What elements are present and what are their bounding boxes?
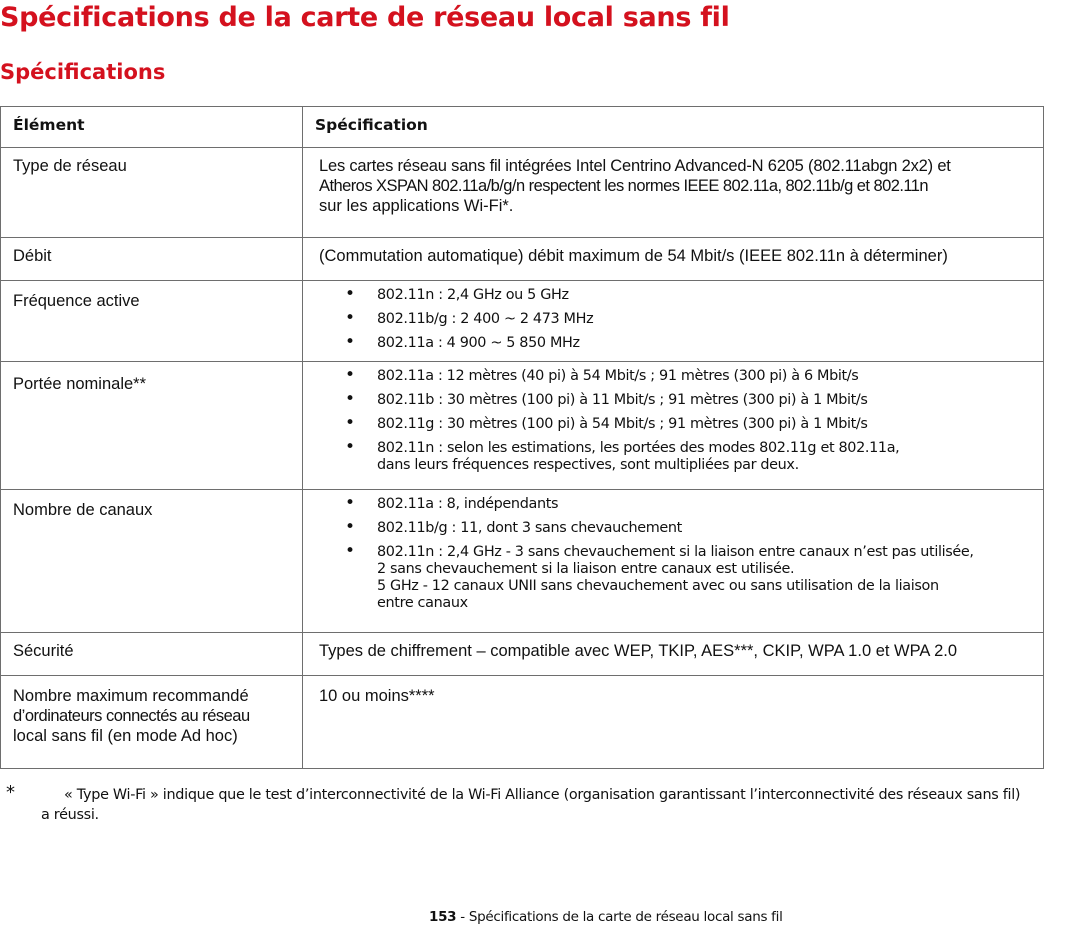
bullet-icon: • <box>345 413 355 433</box>
list-item: • 802.11a : 12 mètres (40 pi) à 54 Mbit/s ; 91 mètres (300 pi) à 6 Mbit/s <box>345 365 859 385</box>
footnote-marker: * <box>6 782 15 803</box>
list-item: • 802.11n : selon les estimations, les portées des modes 802.11g et 802.11a, dans leurs fréquences respectives, sont multipliées par deux. <box>345 437 900 473</box>
spec-line: Les cartes réseau sans fil intégrées Intel Centrino Advanced-N 6205 (802.11abgn 2x2) et <box>319 157 951 175</box>
bullet-icon: • <box>345 493 355 513</box>
bullet-icon: • <box>345 332 355 352</box>
row-spec: Types de chiffrement – compatible avec WEP, TKIP, AES***, CKIP, WPA 1.0 et WPA 2.0 <box>303 633 1044 676</box>
header-specification: Spécification <box>303 107 1044 148</box>
table-row <box>1 676 1044 769</box>
row-element: Portée nominale** <box>1 362 303 490</box>
row-spec <box>303 362 1044 490</box>
bullet-icon: • <box>345 517 355 537</box>
bullet-icon: • <box>345 308 355 328</box>
page-footer <box>429 909 783 925</box>
page-title: Spécifications de la carte de réseau local sans fil <box>0 2 730 33</box>
row-spec <box>303 281 1044 362</box>
bullet-list <box>315 365 1035 474</box>
list-item: • 802.11n : 2,4 GHz - 3 sans chevauchement si la liaison entre canaux n’est pas utilisée, 2 sans chevauchement si la liaison entre canaux est utilisée. 5 GHz - 12 canaux UNII sans chevauchement avec ou sans utilisation de la liaison entre canaux <box>345 541 974 611</box>
row-element: Sécurité <box>1 633 303 676</box>
row-spec: 10 ou moins**** <box>303 676 1044 769</box>
table-row <box>1 281 1044 362</box>
bullet-icon: • <box>345 541 355 561</box>
row-element: Fréquence active <box>1 281 303 362</box>
bullet-list <box>315 284 1035 352</box>
spec-line: sur les applications Wi-Fi*. <box>319 197 514 215</box>
list-item: • 802.11b/g : 2 400 ~ 2 473 MHz <box>345 308 594 328</box>
bullet-icon: • <box>345 284 355 304</box>
list-item: • 802.11g : 30 mètres (100 pi) à 54 Mbit/s ; 91 mètres (300 pi) à 1 Mbit/s <box>345 413 868 433</box>
row-element: Type de réseau <box>1 148 303 238</box>
bullet-icon: • <box>345 365 355 385</box>
header-element: Élément <box>1 107 303 148</box>
row-element: Nombre maximum recommandé d’ordinateurs connectés au réseau local sans fil (en mode Ad hoc) <box>1 676 303 769</box>
row-spec <box>303 490 1044 633</box>
table-row <box>1 633 1044 676</box>
list-item: • 802.11a : 8, indépendants <box>345 493 559 513</box>
footnote <box>6 782 1082 825</box>
list-item: • 802.11b/g : 11, dont 3 sans chevauchement <box>345 517 682 537</box>
specifications-table <box>0 106 1044 769</box>
bullet-icon: • <box>345 389 355 409</box>
row-element: Nombre de canaux <box>1 490 303 633</box>
table-row <box>1 362 1044 490</box>
spec-line: Atheros XSPAN 802.11a/b/g/n respectent les normes IEEE 802.11a, 802.11b/g et 802.11n <box>319 177 929 195</box>
table-row <box>1 490 1044 633</box>
page-footer-text: - Spécifications de la carte de réseau local sans fil <box>456 909 783 925</box>
row-spec: (Commutation automatique) débit maximum de 54 Mbit/s (IEEE 802.11n à déterminer) <box>303 238 1044 281</box>
section-subtitle: Spécifications <box>0 60 166 84</box>
row-element: Débit <box>1 238 303 281</box>
list-item: • 802.11n : 2,4 GHz ou 5 GHz <box>345 284 569 304</box>
list-item: • 802.11b : 30 mètres (100 pi) à 11 Mbit/s ; 91 mètres (300 pi) à 1 Mbit/s <box>345 389 868 409</box>
table-row <box>1 238 1044 281</box>
table-header-row <box>1 107 1044 148</box>
page-number: 153 <box>429 909 457 925</box>
bullet-icon: • <box>345 437 355 457</box>
table-row <box>1 148 1044 238</box>
row-spec <box>303 148 1044 238</box>
footnote-text-continued: a réussi. <box>41 807 99 823</box>
list-item: • 802.11a : 4 900 ~ 5 850 MHz <box>345 332 580 352</box>
footnote-text: « Type Wi-Fi » indique que le test d’interconnectivité de la Wi-Fi Alliance (organisation garantissant l’interconnectivité des réseaux sans fil) <box>64 787 1021 803</box>
bullet-list <box>315 493 1035 612</box>
